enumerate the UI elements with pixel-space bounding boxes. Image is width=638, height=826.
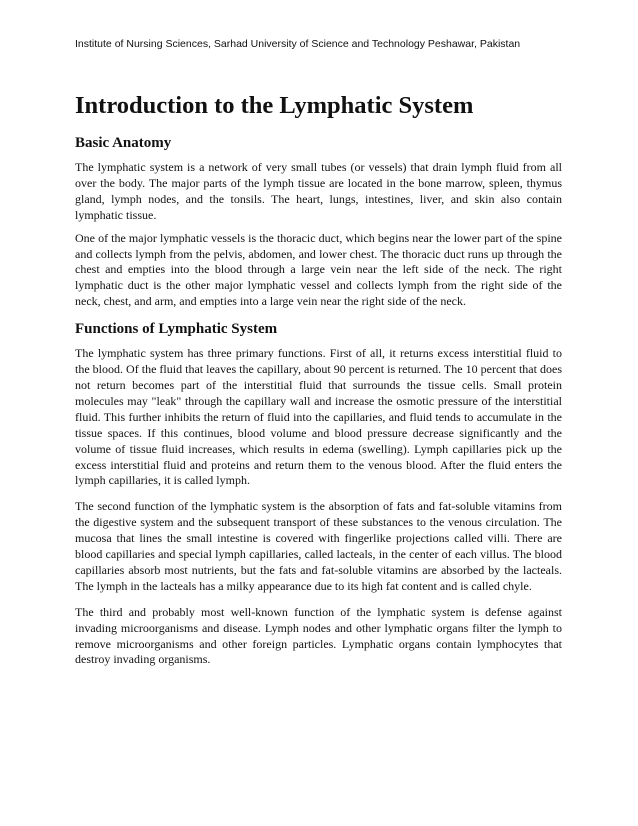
paragraph-functions-3: The third and probably most well-known function of the lymphatic system is defense against invading microorganisms and disease. Lymph nodes and other lymphatic organs filter the lymph to remove microorganisms and other foreign particles. Lymphatic organs contain lymphocytes that destroy invading organisms. (75, 604, 562, 667)
page-header: Institute of Nursing Sciences, Sarhad University of Science and Technology Peshawar, Pakistan (75, 38, 521, 50)
document-body (75, 90, 562, 668)
paragraph-functions-1: The lymphatic system has three primary functions. First of all, it returns excess interstitial fluid to the blood. Of the fluid that leaves the capillary, about 90 percent is returned. The 10 percent that does not return becomes part of the interstitial fluid that surrounds the tissue cells. Small protein molecules may "leak" through the capillary wall and increase the osmotic pressure of the interstitial fluid. This further inhibits the return of fluid into the capillaries, and fluid tends to accumulate in the tissue spaces. If this continues, blood volume and blood pressure decrease significantly and the volume of tissue fluid increases, which results in edema (swelling). Lymph capillaries pick up the excess interstitial fluid and proteins and return them to the venous blood. After the fluid enters the lymph capillaries, it is called lymph. (75, 346, 562, 488)
paragraph-anatomy-1: The lymphatic system is a network of very small tubes (or vessels) that drain lymph fluid from all over the body. The major parts of the lymph tissue are located in the bone marrow, spleen, thymus gland, lymph nodes, and the tonsils. The heart, lungs, intestines, liver, and skin also contain lymphatic tissue. (75, 160, 562, 222)
document-title: Introduction to the Lymphatic System (75, 92, 474, 119)
section-heading-basic-anatomy: Basic Anatomy (75, 135, 172, 151)
paragraph-functions-2: The second function of the lymphatic system is the absorption of fats and fat-soluble vitamins from the digestive system and the subsequent transport of these substances to the venous circulation. The mucosa that lines the small intestine is covered with fingerlike projections called villi. There are blood capillaries and special lymph capillaries, called lacteals, in the center of each villus. The blood capillaries absorb most nutrients, but the fats and fat-soluble vitamins are absorbed by the lacteals. The lymph in the lacteals has a milky appearance due to its high fat content and is called chyle. (75, 499, 562, 593)
paragraph-anatomy-2: One of the major lymphatic vessels is the thoracic duct, which begins near the lower part of the spine and collects lymph from the pelvis, abdomen, and lower chest. The thoracic duct runs up through the chest and empties into the blood through a large vein near the left side of the neck. The right lymphatic duct is the other major lymphatic vessel and collects lymph from the right side of the neck, chest, and arm, and empties into a large vein near the right side of the neck. (75, 230, 562, 309)
section-heading-functions: Functions of Lymphatic System (75, 321, 278, 338)
